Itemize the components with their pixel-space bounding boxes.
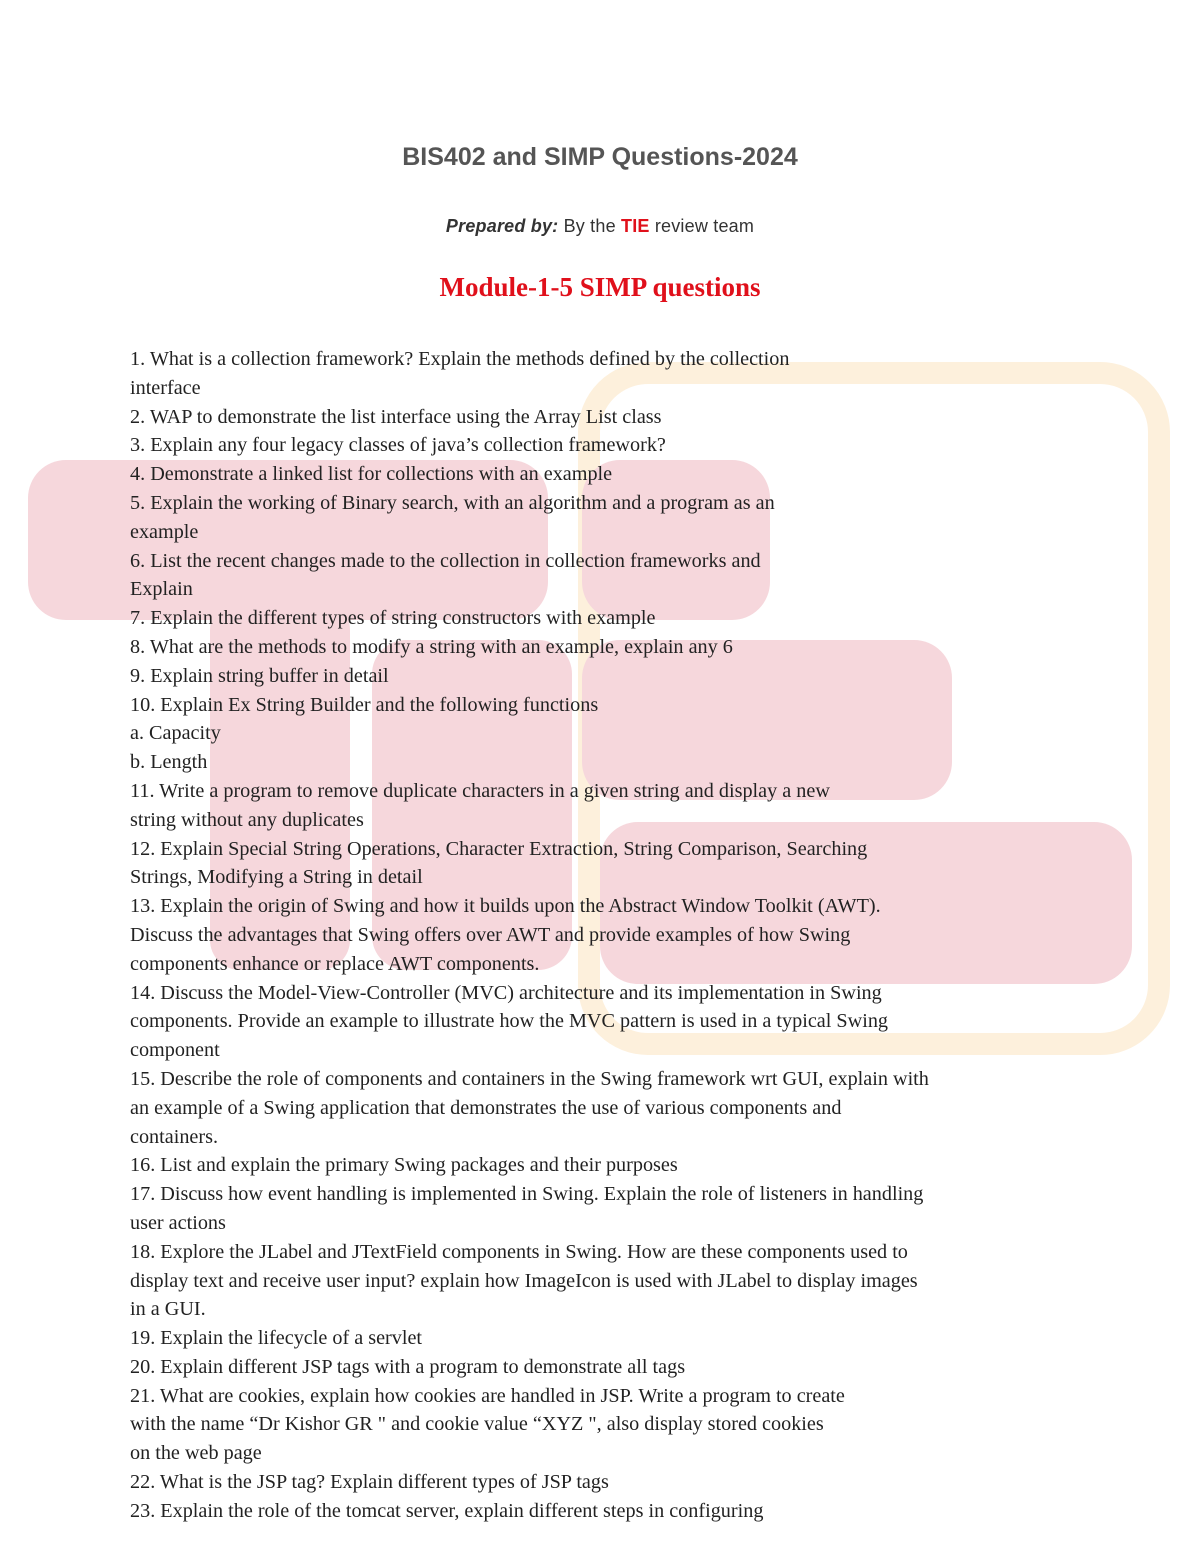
prepared-by-org: TIE — [621, 216, 650, 236]
question-line: containers. — [130, 1125, 219, 1148]
question-line: 18. Explore the JLabel and JTextField components in Swing. How are these components used to — [130, 1240, 908, 1263]
question-list — [130, 345, 1080, 1526]
question-line: 9. Explain string buffer in detail — [130, 664, 389, 687]
question-line: components. Provide an example to illustrate how the MVC pattern is used in a typical Swing — [130, 1010, 889, 1033]
question-line: 13. Explain the origin of Swing and how it builds upon the Abstract Window Toolkit (AWT). — [130, 895, 881, 918]
question-line: example — [130, 520, 199, 543]
question-line: 1. What is a collection framework? Explain the methods defined by the collection — [130, 348, 790, 370]
question-line: component — [130, 1039, 220, 1062]
question-line: an example of a Swing application that demonstrates the use of various components and — [130, 1096, 842, 1119]
question-line: 17. Discuss how event handling is implemented in Swing. Explain the role of listeners in handling — [130, 1183, 924, 1206]
question-line: 6. List the recent changes made to the collection in collection frameworks and — [130, 549, 761, 572]
question-line: with the name “Dr Kishor GR " and cookie value “XYZ ", also display stored cookies — [130, 1413, 824, 1436]
question-line: 23. Explain the role of the tomcat server, explain different steps in configuring — [130, 1499, 764, 1522]
question-line: 15. Describe the role of components and containers in the Swing framework wrt GUI, explain with — [130, 1067, 929, 1090]
question-line: 16. List and explain the primary Swing packages and their purposes — [130, 1154, 678, 1177]
question-line: 20. Explain different JSP tags with a program to demonstrate all tags — [130, 1355, 686, 1378]
question-line: Explain — [130, 578, 193, 601]
question-line: 10. Explain Ex String Builder and the following functions — [130, 693, 599, 716]
question-line: 12. Explain Special String Operations, Character Extraction, String Comparison, Searching — [130, 837, 868, 860]
question-line: on the web page — [130, 1442, 262, 1465]
question-line: 3. Explain any four legacy classes of java’s collection framework? — [130, 434, 666, 457]
question-line: interface — [130, 376, 201, 399]
question-line: Discuss the advantages that Swing offers over AWT and provide examples of how Swing — [130, 923, 851, 946]
question-line: b. Length — [130, 751, 208, 774]
module-heading: Module-1-5 SIMP questions — [439, 272, 761, 302]
prepared-by-prefix: By the — [558, 216, 622, 236]
question-line: string without any duplicates — [130, 808, 364, 831]
question-line: user actions — [130, 1211, 226, 1234]
prepared-by-label: Prepared by: — [445, 216, 559, 236]
question-line: 4. Demonstrate a linked list for collections with an example — [130, 463, 613, 486]
question-line: 2. WAP to demonstrate the list interface using the Array List class — [130, 405, 662, 428]
question-line: 11. Write a program to remove duplicate characters in a given string and display a new — [130, 779, 830, 802]
question-line: Strings, Modifying a String in detail — [130, 866, 423, 889]
question-line: 14. Discuss the Model-View-Controller (MVC) architecture and its implementation in Swing — [130, 981, 882, 1004]
question-line: a. Capacity — [130, 722, 221, 745]
question-line: display text and receive user input? explain how ImageIcon is used with JLabel to display images — [130, 1269, 918, 1292]
question-line: components enhance or replace AWT components. — [130, 952, 540, 975]
question-line: 19. Explain the lifecycle of a servlet — [130, 1327, 423, 1350]
prepared-by-line — [0, 216, 1200, 237]
document-title: BIS402 and SIMP Questions-2024 — [402, 143, 798, 171]
question-line: 7. Explain the different types of string constructors with example — [130, 607, 656, 630]
question-line: 5. Explain the working of Binary search, with an algorithm and a program as an — [130, 491, 775, 514]
question-line: 8. What are the methods to modify a string with an example, explain any 6 — [130, 635, 733, 658]
question-line: in a GUI. — [130, 1298, 206, 1321]
question-line: 21. What are cookies, explain how cookies are handled in JSP. Write a program to create — [130, 1384, 845, 1407]
question-line: 22. What is the JSP tag? Explain different types of JSP tags — [130, 1471, 609, 1494]
prepared-by-suffix: review team — [649, 216, 755, 236]
